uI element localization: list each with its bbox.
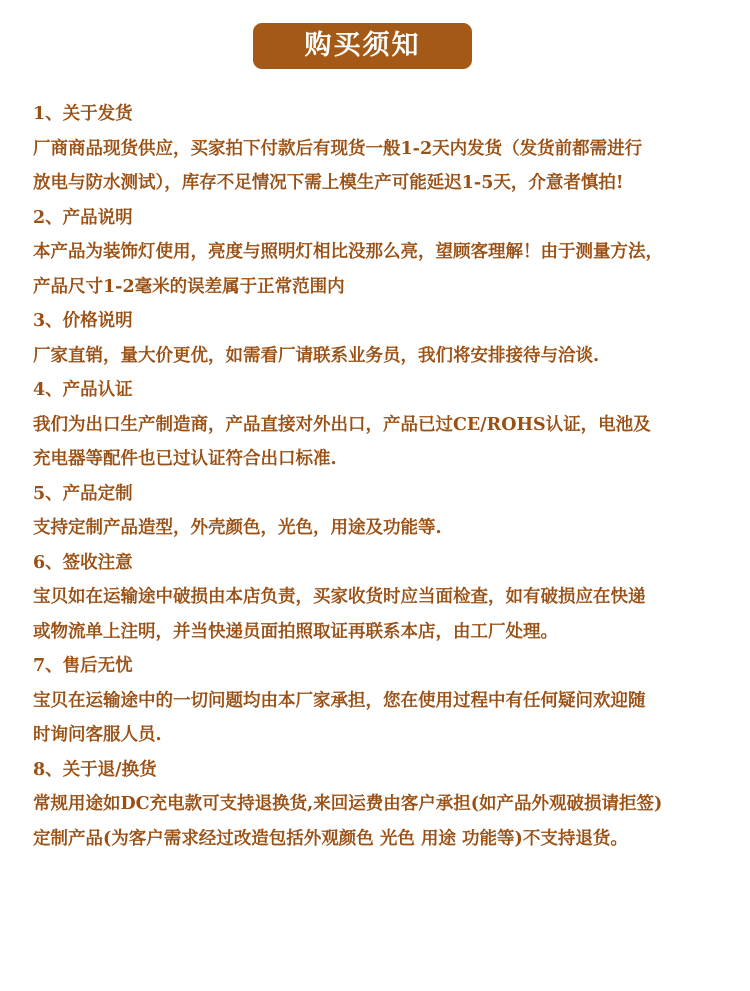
section-receipt-notice xyxy=(33,546,733,650)
section-certification xyxy=(33,373,733,477)
section-body-line: 产品尺寸1-2毫米的误差属于正常范围内 xyxy=(33,276,345,297)
section-heading: 8、关于退/换货 xyxy=(33,759,157,780)
section-body-line: 定制产品(为客户需求经过改造包括外观颜色 光色 用途 功能等)不支持退货。 xyxy=(33,828,628,849)
section-customization xyxy=(33,477,733,546)
section-pricing xyxy=(33,304,733,373)
section-returns xyxy=(33,753,733,857)
notice-content xyxy=(33,97,733,856)
section-body-line: 厂家直销，量大价更优，如需看厂请联系业务员，我们将安排接待与洽谈. xyxy=(33,345,600,366)
section-body-line: 放电与防水测试），库存不足情况下需上模生产可能延迟1-5天，介意者慎拍! xyxy=(33,173,624,193)
section-body-line: 或物流单上注明，并当快递员面拍照取证再联系本店，由工厂处理。 xyxy=(33,621,558,642)
section-shipping xyxy=(33,97,733,201)
section-heading: 7、售后无忧 xyxy=(33,656,133,676)
section-heading: 6、签收注意 xyxy=(33,552,133,573)
section-body-line: 厂商商品现货供应，买家拍下付款后有现货一般1-2天内发货（发货前都需进行 xyxy=(33,138,643,159)
section-product-description xyxy=(33,201,733,305)
section-body-line: 我们为出口生产制造商，产品直接对外出口，产品已过CE/ROHS认证，电池及 xyxy=(33,414,651,435)
section-body-line: 充电器等配件也已过认证符合出口标准. xyxy=(33,449,337,469)
section-after-sales xyxy=(33,649,733,753)
section-body-line: 本产品为装饰灯使用，亮度与照明灯相比没那么亮，望顾客理解！由于测量方法， xyxy=(33,242,663,262)
section-heading: 3、价格说明 xyxy=(33,311,133,331)
section-body-line: 宝贝在运输途中的一切问题均由本厂家承担，您在使用过程中有任何疑问欢迎随 xyxy=(33,690,646,711)
section-body-line: 宝贝如在运输途中破损由本店负责，买家收货时应当面检查，如有破损应在快递 xyxy=(33,587,646,607)
section-heading: 5、产品定制 xyxy=(33,483,133,504)
page-title: 购买须知 xyxy=(253,23,472,69)
section-body-line: 常规用途如DC充电款可支持退换货,来回运费由客户承担(如产品外观破损请拒签) xyxy=(33,794,663,814)
section-body-line: 支持定制产品造型，外壳颜色，光色，用途及功能等. xyxy=(33,518,442,538)
section-body-line: 时询问客服人员. xyxy=(33,725,162,745)
section-heading: 1、关于发货 xyxy=(33,104,133,124)
section-heading: 4、产品认证 xyxy=(33,380,133,400)
section-heading: 2、产品说明 xyxy=(33,207,133,228)
